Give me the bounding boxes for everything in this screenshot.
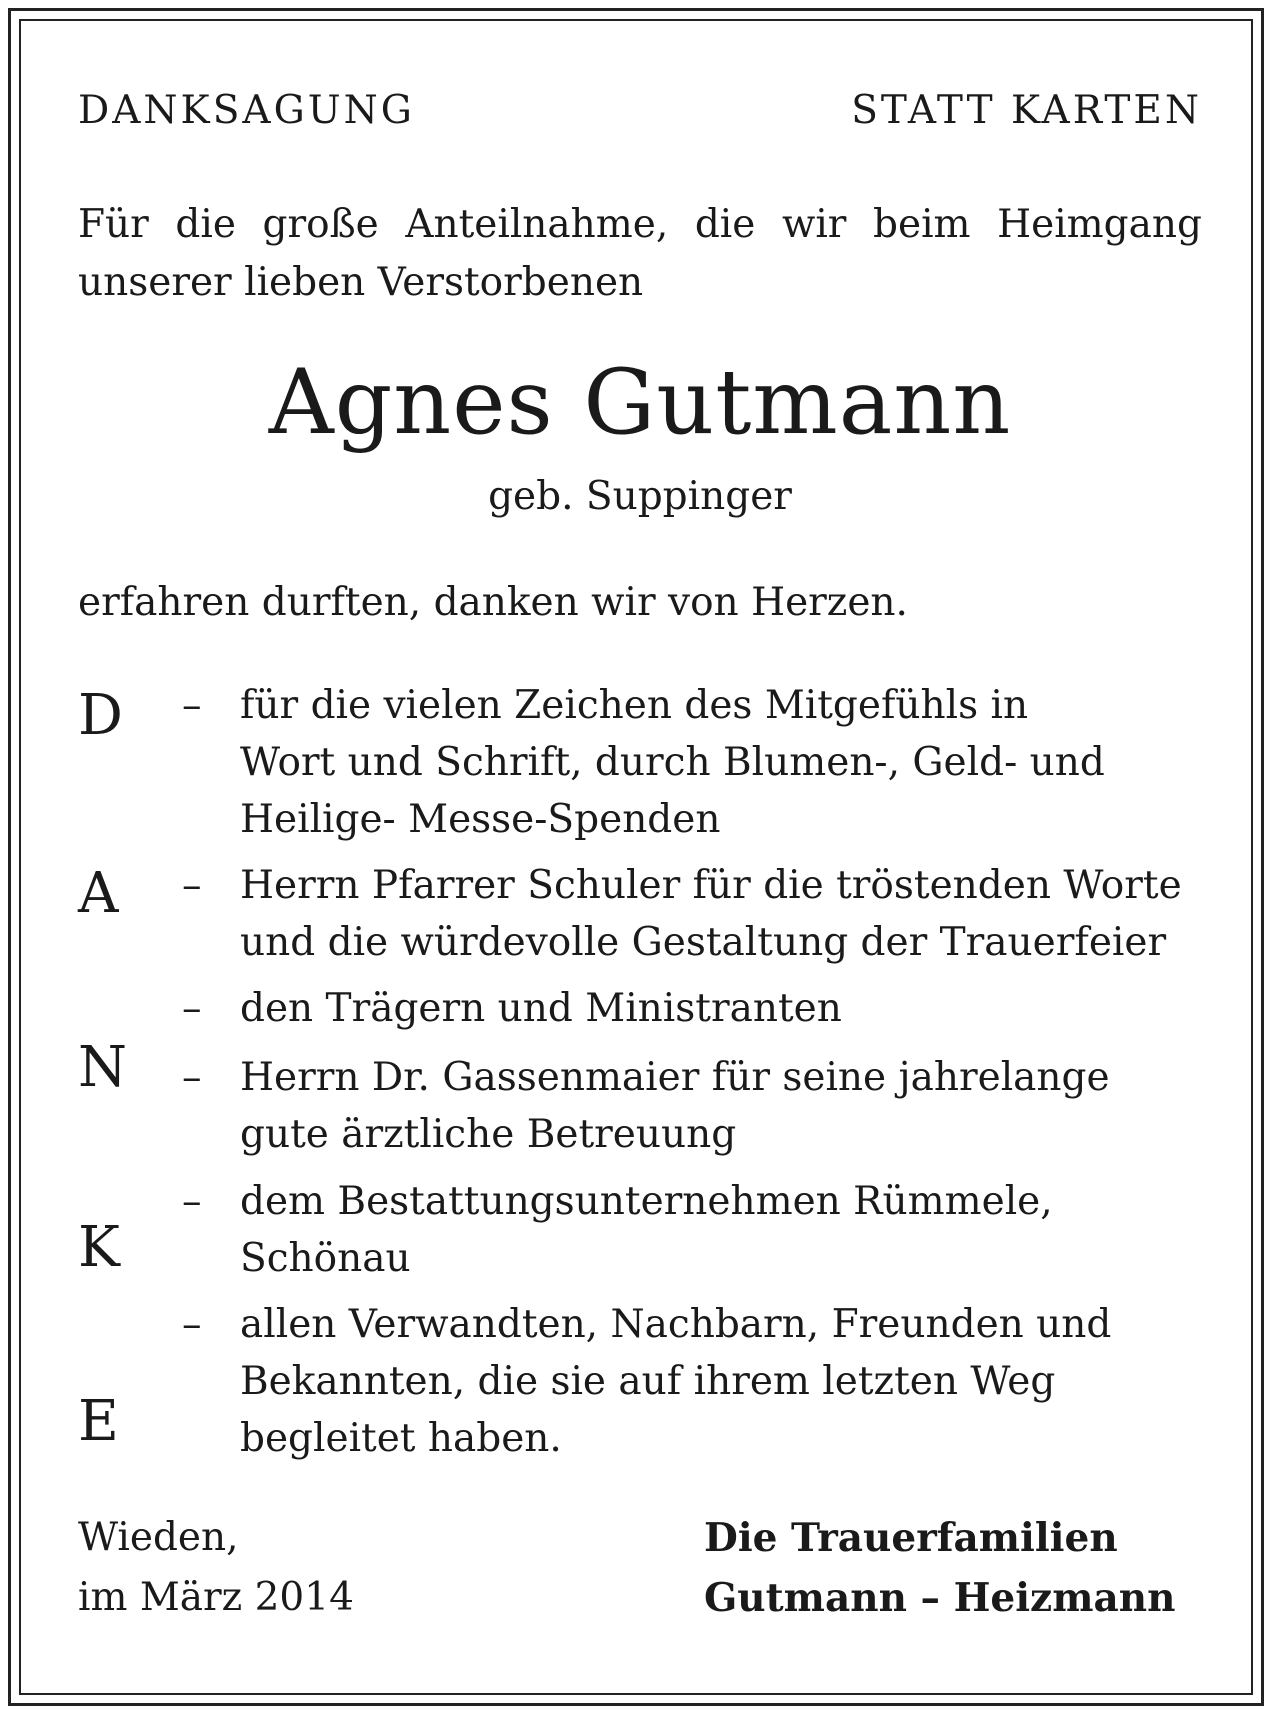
intro-line-1 xyxy=(78,196,1202,254)
acrostic-letter-a: A xyxy=(78,861,119,926)
intro-text xyxy=(78,196,1202,312)
dash: – xyxy=(182,1179,202,1224)
dash: – xyxy=(182,1055,202,1100)
thanks-item-text: den Trägern und Ministranten xyxy=(240,986,842,1031)
place: Wieden, xyxy=(78,1515,239,1560)
header xyxy=(78,88,1202,133)
dash: – xyxy=(182,1302,202,1347)
intro-word: beim xyxy=(873,202,971,247)
acrostic-letter-k: K xyxy=(78,1215,120,1280)
thanks-item-text: Herrn Dr. Gassenmaier für seine jahrelange gute ärztliche Betreuung xyxy=(240,1055,1110,1157)
thanks-item-text: dem Bestattungsunternehmen Rümmele, Schönau xyxy=(240,1179,1053,1281)
maiden-name: geb. Suppinger xyxy=(488,474,792,519)
dash: – xyxy=(182,863,202,908)
header-statt-karten: STATT KARTEN xyxy=(851,88,1202,133)
signature-line-2: Gutmann – Heizmann xyxy=(704,1575,1176,1621)
signature xyxy=(704,1508,1175,1628)
acrostic-letter-n: N xyxy=(78,1035,127,1100)
intro-word: große xyxy=(262,202,379,247)
acrostic-letter-e: E xyxy=(78,1389,119,1454)
thanks-line: erfahren durften, danken wir von Herzen. xyxy=(78,580,908,625)
intro-word: Für xyxy=(78,202,149,247)
intro-word: die xyxy=(175,202,236,247)
signature-line-1: Die Trauerfamilien xyxy=(704,1515,1118,1561)
thanks-item-text: Herrn Pfarrer Schuler für die tröstenden Worte und die würdevolle Gestaltung der Trauerfeier xyxy=(240,863,1182,965)
date: im März 2014 xyxy=(78,1575,354,1620)
dash: – xyxy=(182,986,202,1031)
dash: – xyxy=(182,683,202,728)
intro-word: Anteilnahme, xyxy=(405,202,669,247)
intro-word: wir xyxy=(781,202,847,247)
thanks-item-text: allen Verwandten, Nachbarn, Freunden und Bekannten, die sie auf ihrem letzten Weg begleitet haben. xyxy=(240,1302,1112,1461)
thanks-item-text: für die vielen Zeichen des Mitgefühls in Wort und Schrift, durch Blumen-, Geld- und Heilige- Messe-Spenden xyxy=(240,683,1105,842)
intro-word: die xyxy=(694,202,756,247)
header-danksagung: DANKSAGUNG xyxy=(78,88,415,133)
acrostic-letter-d: D xyxy=(78,683,123,748)
intro-line-2: unserer lieben Verstorbenen xyxy=(78,260,644,305)
place-date xyxy=(78,1508,354,1628)
deceased-name: Agnes Gutmann xyxy=(268,350,1012,455)
intro-word: Heimgang xyxy=(997,202,1202,247)
